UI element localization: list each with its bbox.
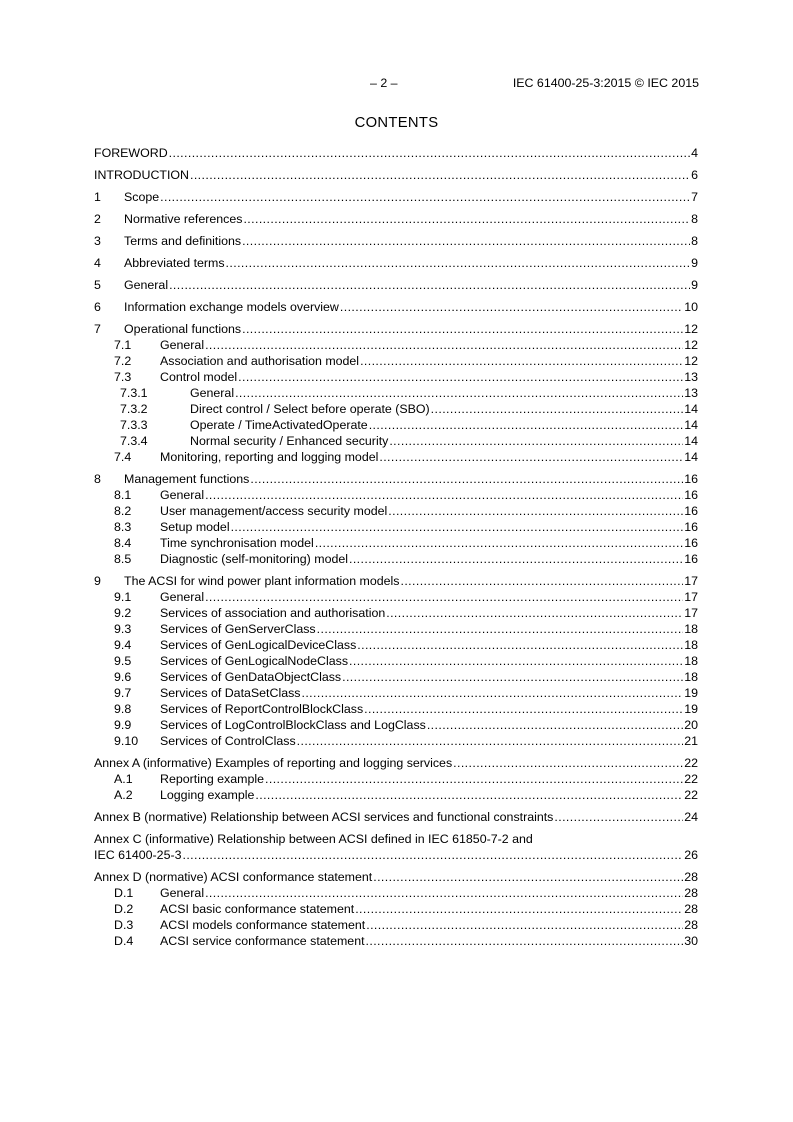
- toc-entry-label: General: [160, 886, 205, 900]
- toc-entry[interactable]: [94, 233, 698, 249]
- dot-leader: [364, 701, 683, 717]
- dot-leader: [389, 433, 683, 449]
- toc-entry-number: 4: [94, 256, 101, 270]
- dot-leader: [250, 471, 683, 487]
- toc-entry-label: General: [124, 278, 169, 292]
- toc-entry-label: IEC 61400-25-3: [94, 848, 182, 862]
- toc-entry-page: 8: [691, 234, 698, 248]
- toc-entry-label: ACSI service conformance statement: [160, 934, 365, 948]
- toc-entry-number: 9.10: [114, 734, 139, 748]
- toc-entry-label: General: [160, 590, 205, 604]
- dot-leader: [349, 551, 683, 567]
- toc-entry-number: 5: [94, 278, 101, 292]
- toc-entry-page: 17: [684, 606, 698, 620]
- toc-entry-label: FOREWORD: [94, 146, 168, 160]
- toc-entry-label: Time synchronisation model: [160, 536, 314, 550]
- toc-entry-number: 7.3.4: [120, 434, 148, 448]
- toc-entry-label: Services of GenServerClass: [160, 622, 316, 636]
- dot-leader: [379, 449, 683, 465]
- toc-entry-number: 7.3.2: [120, 402, 148, 416]
- toc-entry-number: 9.2: [114, 606, 132, 620]
- toc-entry-number: 7.4: [114, 450, 132, 464]
- toc-entry-page: 6: [691, 168, 698, 182]
- dot-leader: [388, 503, 683, 519]
- dot-leader: [243, 211, 690, 227]
- toc-entry-number: 8.5: [114, 552, 132, 566]
- dot-leader: [431, 401, 684, 417]
- toc-entry-number: 8: [94, 472, 101, 486]
- toc-entry-page: 22: [684, 756, 698, 770]
- toc-entry-page: 14: [684, 402, 698, 416]
- toc-entry-number: A.2: [114, 788, 133, 802]
- dot-leader: [355, 901, 683, 917]
- toc-entry-label: Operate / TimeActivatedOperate: [190, 418, 368, 432]
- dot-leader: [386, 605, 683, 621]
- toc-entry[interactable]: [94, 755, 698, 771]
- toc-entry[interactable]: [94, 669, 698, 685]
- toc-entry-page: 10: [684, 300, 698, 314]
- dot-leader: [357, 637, 683, 653]
- toc-entry-page: 28: [684, 870, 698, 884]
- toc-entry[interactable]: [94, 503, 698, 519]
- toc-entry[interactable]: [94, 701, 698, 717]
- dot-leader: [205, 589, 683, 605]
- toc-entry-page: 13: [684, 370, 698, 384]
- toc-entry[interactable]: [94, 869, 698, 885]
- toc-entry-label: Services of LogControlBlockClass and LogClass: [160, 718, 426, 732]
- toc-entry-page: 12: [684, 322, 698, 336]
- toc-entry-label: Services of ControlClass: [160, 734, 296, 748]
- toc-entry-page: 22: [684, 788, 698, 802]
- toc-entry-label: Logging example: [160, 788, 255, 802]
- toc-entry-page: 17: [684, 590, 698, 604]
- toc-entry-page: 28: [684, 902, 698, 916]
- toc-entry-label: Services of GenLogicalNodeClass: [160, 654, 349, 668]
- toc-entry-number: 7.1: [114, 338, 132, 352]
- toc-entry-number: D.1: [114, 886, 134, 900]
- toc-entry-page: 14: [684, 434, 698, 448]
- toc-entry-number: D.2: [114, 902, 134, 916]
- dot-leader: [242, 233, 690, 249]
- toc-entry-number: 8.2: [114, 504, 132, 518]
- dot-leader: [169, 145, 690, 161]
- toc-entry-label: Operational functions: [124, 322, 242, 336]
- toc-entry[interactable]: [94, 211, 698, 227]
- toc-entry-number: 8.4: [114, 536, 132, 550]
- toc-entry[interactable]: [94, 369, 698, 385]
- dot-leader: [231, 519, 684, 535]
- dot-leader: [297, 733, 684, 749]
- toc-entry-label: Annex A (informative) Examples of reporting and logging services: [94, 756, 453, 770]
- toc-entry[interactable]: [94, 809, 698, 825]
- dot-leader: [453, 755, 683, 771]
- toc-entry[interactable]: [94, 145, 698, 161]
- toc-entry-label-line1: Annex C (informative) Relationship between ACSI defined in IEC 61850-7-2 and: [94, 832, 533, 846]
- toc-entry-page: 22: [684, 772, 698, 786]
- toc-entry[interactable]: [94, 433, 698, 449]
- toc-entry[interactable]: [94, 621, 698, 637]
- toc-entry[interactable]: [94, 551, 698, 567]
- dot-leader: [366, 917, 683, 933]
- toc-entry[interactable]: [94, 733, 698, 749]
- dot-leader: [360, 353, 683, 369]
- toc-entry[interactable]: [94, 535, 698, 551]
- toc-entry-label: Services of GenLogicalDeviceClass: [160, 638, 357, 652]
- dot-leader: [255, 787, 683, 803]
- toc-entry-number: 9.8: [114, 702, 132, 716]
- dot-leader: [340, 299, 683, 315]
- toc-entry-label: Diagnostic (self-monitoring) model: [160, 552, 348, 566]
- toc-entry-number: 9.5: [114, 654, 132, 668]
- toc-entry-number: 8.1: [114, 488, 132, 502]
- toc-entry[interactable]: [94, 189, 698, 205]
- toc-entry-page: 14: [684, 450, 698, 464]
- toc-entry[interactable]: [94, 487, 698, 503]
- toc-entry-number: 9.7: [114, 686, 132, 700]
- toc-entry-label: Terms and definitions: [124, 234, 242, 248]
- toc-entry-page: 16: [684, 536, 698, 550]
- toc-entry-page: 18: [684, 638, 698, 652]
- toc-entry-label: Services of association and authorisation: [160, 606, 386, 620]
- dot-leader: [205, 337, 683, 353]
- toc-entry-number: 2: [94, 212, 101, 226]
- toc-entry-page: 18: [684, 654, 698, 668]
- toc-entry[interactable]: [94, 717, 698, 733]
- toc-entry[interactable]: [94, 519, 698, 535]
- document-id: IEC 61400-25-3:2015 © IEC 2015: [512, 76, 699, 90]
- toc-entry-label: Services of GenDataObjectClass: [160, 670, 342, 684]
- toc-entry-number: 9.4: [114, 638, 132, 652]
- dot-leader: [235, 385, 683, 401]
- toc-entry-number: 7.2: [114, 354, 132, 368]
- toc-entry-page: 16: [684, 552, 698, 566]
- toc-entry[interactable]: [94, 573, 698, 589]
- toc-entry-page: 17: [684, 574, 698, 588]
- page-number: – 2 –: [370, 76, 398, 90]
- toc-entry-label: Management functions: [124, 472, 250, 486]
- toc-entry-label: Setup model: [160, 520, 230, 534]
- toc-entry[interactable]: [94, 589, 698, 605]
- dot-leader: [427, 717, 683, 733]
- toc-entry[interactable]: [94, 337, 698, 353]
- dot-leader: [160, 189, 690, 205]
- toc-entry-label: Annex D (normative) ACSI conformance statement: [94, 870, 373, 884]
- toc-entry-page: 12: [684, 354, 698, 368]
- toc-entry[interactable]: [94, 933, 698, 949]
- toc-entry-label: Information exchange models overview: [124, 300, 339, 314]
- dot-leader: [190, 167, 690, 183]
- toc-entry-number: 6: [94, 300, 101, 314]
- dot-leader: [369, 417, 684, 433]
- toc-entry[interactable]: [94, 353, 698, 369]
- toc-entry-page: 16: [684, 504, 698, 518]
- toc-entry-label: Direct control / Select before operate (SBO): [190, 402, 430, 416]
- toc-entry-label: ACSI models conformance statement: [160, 918, 366, 932]
- dot-leader: [400, 573, 683, 589]
- toc-entry-number: 7.3.1: [120, 386, 148, 400]
- toc-entry[interactable]: [94, 385, 698, 401]
- toc-entry[interactable]: [94, 449, 698, 465]
- toc-entry[interactable]: [94, 653, 698, 669]
- toc-entry-page: 19: [684, 702, 698, 716]
- dot-leader: [205, 885, 683, 901]
- toc-entry-number: 9.3: [114, 622, 132, 636]
- toc-entry-label: Reporting example: [160, 772, 265, 786]
- toc-entry-number: 7: [94, 322, 101, 336]
- toc-entry-number: 8.3: [114, 520, 132, 534]
- toc-entry-label: User management/access security model: [160, 504, 388, 518]
- dot-leader: [205, 487, 683, 503]
- toc-entry-page: 13: [684, 386, 698, 400]
- toc-entry[interactable]: [94, 321, 698, 337]
- toc-entry-page: 20: [684, 718, 698, 732]
- toc-entry-label: Association and authorisation model: [160, 354, 360, 368]
- toc-entry-number: 9.1: [114, 590, 132, 604]
- toc-entry-page: 30: [684, 934, 698, 948]
- toc-entry-page: 18: [684, 622, 698, 636]
- toc-entry[interactable]: [94, 605, 698, 621]
- dot-leader: [373, 869, 683, 885]
- toc-entry-label: General: [160, 488, 205, 502]
- toc-entry-label: Annex B (normative) Relationship between ACSI services and functional constraints: [94, 810, 554, 824]
- dot-leader: [317, 621, 684, 637]
- contents-title: CONTENTS: [354, 115, 439, 131]
- toc-entry[interactable]: [94, 167, 698, 183]
- toc-entry-number: 9: [94, 574, 101, 588]
- dot-leader: [366, 933, 684, 949]
- toc-entry-page: 28: [684, 886, 698, 900]
- toc-entry-number: 9.6: [114, 670, 132, 684]
- dot-leader: [238, 369, 683, 385]
- toc-entry[interactable]: [94, 885, 698, 901]
- toc-entry-number: D.4: [114, 934, 134, 948]
- table-of-contents: [94, 145, 698, 949]
- dot-leader: [169, 277, 690, 293]
- toc-entry[interactable]: [94, 255, 698, 271]
- toc-entry-label: INTRODUCTION: [94, 168, 189, 182]
- toc-entry-number: D.3: [114, 918, 134, 932]
- toc-entry[interactable]: [94, 471, 698, 487]
- toc-entry[interactable]: [94, 637, 698, 653]
- dot-leader: [315, 535, 683, 551]
- toc-entry-page: 8: [691, 212, 698, 226]
- toc-entry-page: 26: [684, 848, 698, 862]
- toc-entry[interactable]: [94, 685, 698, 701]
- toc-entry-label: Normal security / Enhanced security: [190, 434, 389, 448]
- toc-entry-label: Control model: [160, 370, 238, 384]
- toc-entry-page: 28: [684, 918, 698, 932]
- toc-entry-page: 16: [684, 488, 698, 502]
- toc-entry-number: 7.3: [114, 370, 132, 384]
- toc-entry-page: 9: [691, 256, 698, 270]
- toc-entry-label: General: [160, 338, 205, 352]
- dot-leader: [182, 847, 683, 863]
- dot-leader: [554, 809, 683, 825]
- toc-entry-page: 12: [684, 338, 698, 352]
- toc-entry[interactable]: [94, 901, 698, 917]
- toc-entry[interactable]: [94, 299, 698, 315]
- toc-entry[interactable]: [94, 917, 698, 933]
- toc-entry-label: ACSI basic conformance statement: [160, 902, 355, 916]
- dot-leader: [342, 669, 683, 685]
- toc-entry-page: 18: [684, 670, 698, 684]
- toc-entry[interactable]: [94, 417, 698, 433]
- toc-entry-label: Abbreviated terms: [124, 256, 225, 270]
- toc-entry[interactable]: [94, 771, 698, 787]
- toc-entry-page: 9: [691, 278, 698, 292]
- toc-entry-number: 3: [94, 234, 101, 248]
- toc-entry-page: 16: [684, 520, 698, 534]
- dot-leader: [226, 255, 691, 271]
- toc-entry-number: 7.3.3: [120, 418, 148, 432]
- toc-entry-page: 21: [684, 734, 698, 748]
- toc-entry-label: General: [190, 386, 235, 400]
- toc-entry-page: 7: [691, 190, 698, 204]
- dot-leader: [349, 653, 683, 669]
- toc-entry-label: Services of DataSetClass: [160, 686, 301, 700]
- toc-entry-label: Services of ReportControlBlockClass: [160, 702, 364, 716]
- toc-entry-page: 16: [684, 472, 698, 486]
- toc-entry-label: Monitoring, reporting and logging model: [160, 450, 379, 464]
- toc-entry-page: 24: [684, 810, 698, 824]
- dot-leader: [242, 321, 683, 337]
- toc-entry[interactable]: [94, 401, 698, 417]
- toc-entry-label: Scope: [124, 190, 160, 204]
- toc-entry-number: 1: [94, 190, 101, 204]
- toc-entry-page: 19: [684, 686, 698, 700]
- page-header: [0, 76, 793, 92]
- toc-entry-page: 14: [684, 418, 698, 432]
- toc-entry[interactable]: [94, 831, 698, 863]
- toc-entry[interactable]: [94, 277, 698, 293]
- toc-entry-number: 9.9: [114, 718, 132, 732]
- toc-entry-label: The ACSI for wind power plant information models: [124, 574, 400, 588]
- dot-leader: [265, 771, 683, 787]
- toc-entry-page: 4: [691, 146, 698, 160]
- toc-entry-label: Normative references: [124, 212, 243, 226]
- toc-entry[interactable]: [94, 787, 698, 803]
- toc-entry-number: A.1: [114, 772, 133, 786]
- dot-leader: [301, 685, 683, 701]
